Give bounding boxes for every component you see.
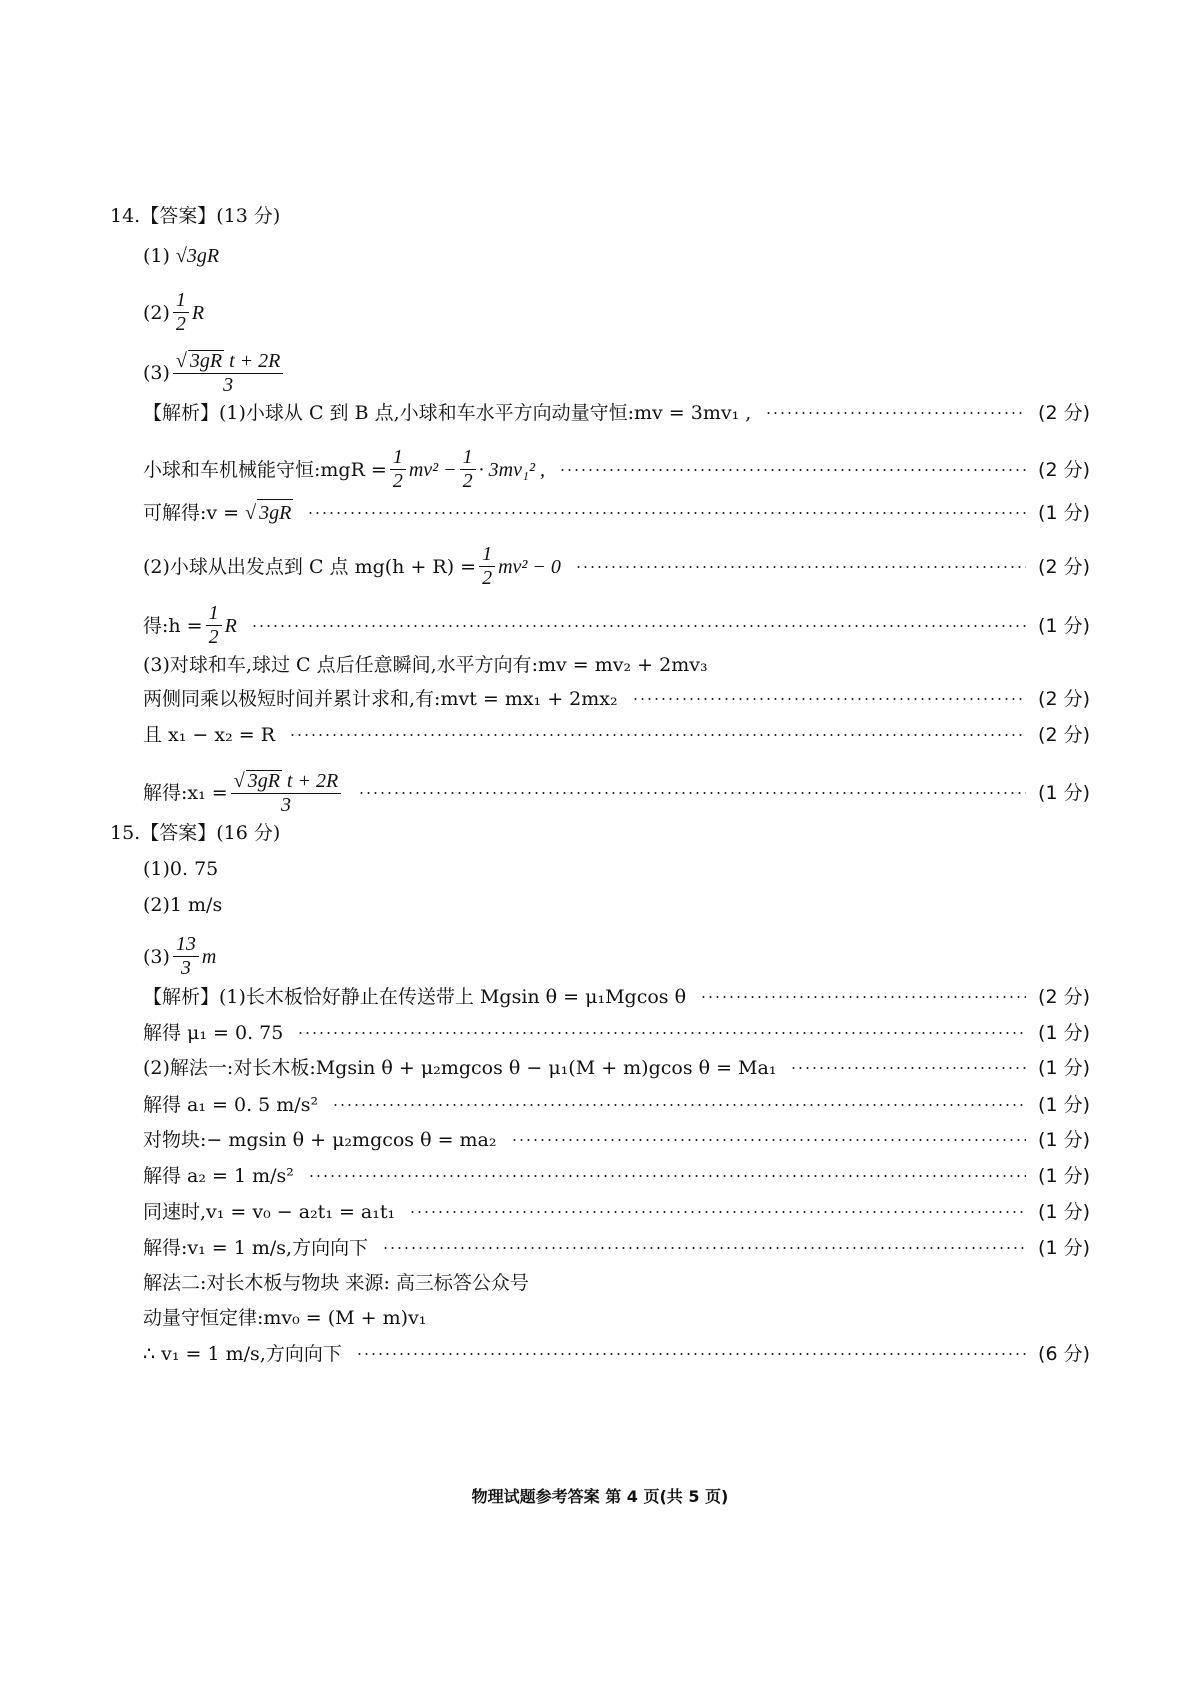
q14-step-3: 可解得:v = √ 3gR (1 分) — [0, 499, 1200, 526]
q14-answer-1: (1) √3gR — [143, 245, 220, 267]
dotted-leader — [765, 412, 1026, 414]
dotted-leader — [700, 996, 1026, 998]
q14-step-9: 解得:x₁ = √ 3gR t + 2R 3 (1 分) — [143, 770, 1090, 816]
q15-answer-2: (2)1 m/s — [143, 894, 223, 916]
q14-step-5: 得:h = $\frac{1}{2}$ R (1 分) — [143, 602, 1090, 648]
dotted-leader — [251, 625, 1026, 627]
score: (2 分) — [1038, 724, 1090, 746]
dotted-leader — [358, 792, 1026, 794]
dotted-leader — [382, 1247, 1026, 1249]
score: (2 分) — [1038, 458, 1090, 481]
q14-header: 14.【答案】(13 分) — [110, 205, 281, 227]
q15-step-3: (2)解法一:对长木板:Mgsin θ + μ₂mgcos θ − μ₁(M + m)gcos θ = Ma₁ (1 分) — [143, 1057, 1090, 1079]
dotted-leader — [559, 469, 1026, 471]
score: (1 分) — [1038, 1022, 1090, 1044]
dotted-leader — [511, 1139, 1027, 1141]
score: (2 分) — [1038, 986, 1090, 1008]
score: (1 分) — [1038, 1057, 1090, 1079]
score: (1 分) — [1038, 1165, 1090, 1187]
q14-step-2: 小球和车机械能守恒:mgR = $\frac{1}{2}$ mv² − $\frac{1}{2}$ · 3mv₁² , (2 分) — [143, 446, 1090, 492]
q15-step-10: 动量守恒定律:mv₀ = (M + m)v₁ — [143, 1307, 427, 1329]
sqrt: √ 3gR — [175, 350, 223, 372]
dotted-leader — [575, 566, 1026, 568]
score: (1 分) — [1038, 1129, 1090, 1151]
score: (1 分) — [1038, 501, 1090, 524]
q15-step-11: ∴ v₁ = 1 m/s,方向向下 (6 分) — [143, 1343, 1090, 1365]
dotted-leader — [356, 1353, 1026, 1355]
q15-step-4: 解得 a₁ = 0. 5 m/s² (1 分) — [143, 1094, 1090, 1116]
score: (1 分) — [1038, 1201, 1090, 1223]
q15-step-7: 同速时,v₁ = v₀ − a₂t₁ = a₁t₁ (1 分) — [143, 1201, 1090, 1223]
q15-header: 15.【答案】(16 分) — [110, 822, 281, 844]
q15-step-2: 解得 μ₁ = 0. 75 (1 分) — [143, 1022, 1090, 1044]
q14-answer-2: (2) $\frac{1}{2}$ R — [143, 289, 205, 335]
fraction: $\frac{1}{2}$ — [390, 447, 406, 492]
fraction: √ 3gR t + 2R 3 — [231, 770, 341, 816]
q14-answer-3: (3) √ 3gR t + 2R 3 — [0, 350, 1200, 396]
q15-step-6: 解得 a₂ = 1 m/s² (1 分) — [143, 1165, 1090, 1187]
page-footer: 物理试题参考答案 第 4 页(共 5 页) — [471, 1487, 729, 1506]
score: (1 分) — [1038, 782, 1090, 804]
score: (1 分) — [1038, 1094, 1090, 1116]
q15-step-9: 解法二:对长木板与物块 来源: 高三标答公众号 — [143, 1272, 529, 1294]
dotted-leader — [409, 1211, 1026, 1213]
q15-answer-3: (3) $\frac{13}{3}$ m — [143, 933, 217, 979]
q15-step-1: 【解析】(1)长木板恰好静止在传送带上 Mgsin θ = μ₁Mgcos θ (2 分) — [143, 986, 1090, 1008]
score: (2 分) — [1038, 402, 1090, 424]
q14-step-1: 【解析】(1)小球从 C 到 B 点,小球和车水平方向动量守恒:mv = 3mv₁ , (2 分) — [143, 402, 1090, 424]
score: (6 分) — [1038, 1343, 1090, 1365]
fraction: $\frac{1}{2}$ — [460, 447, 476, 492]
score: (2 分) — [1038, 688, 1090, 710]
score: (1 分) — [1038, 1237, 1090, 1259]
dotted-leader — [332, 1104, 1026, 1106]
score: (1 分) — [1038, 614, 1090, 637]
q14-step-7: 两侧同乘以极短时间并累计求和,有:mvt = mx₁ + 2mx₂ (2 分) — [143, 688, 1090, 710]
score: (2 分) — [1038, 555, 1090, 578]
dotted-leader — [632, 698, 1026, 700]
q15-step-8: 解得:v₁ = 1 m/s,方向向下 (1 分) — [143, 1237, 1090, 1259]
dotted-leader — [289, 734, 1026, 736]
q14-step-8: 且 x₁ − x₂ = R (2 分) — [143, 724, 1090, 746]
q15-answer-1: (1)0. 75 — [143, 858, 219, 880]
fraction: $\frac{13}{3}$ — [173, 934, 199, 979]
dotted-leader — [790, 1067, 1026, 1069]
dotted-leader — [297, 1032, 1026, 1034]
sqrt: √ 3gR — [245, 499, 293, 526]
sqrt: √ 3gR — [233, 770, 280, 792]
q14-step-6: (3)对球和车,球过 C 点后任意瞬间,水平方向有:mv = mv₂ + 2mv₃ — [143, 654, 708, 676]
q15-step-5: 对物块:− mgsin θ + μ₂mgcos θ = ma₂ (1 分) — [143, 1129, 1090, 1151]
q14-step-4: (2)小球从出发点到 C 点 mg(h + R) = $\frac{1}{2}$ mv² − 0 (2 分) — [143, 543, 1090, 589]
fraction: $\frac{1}{2}$ — [206, 603, 222, 648]
dotted-leader — [307, 512, 1026, 514]
fraction: √ 3gR t + 2R 3 — [173, 350, 283, 396]
fraction: $\frac{1}{2}$ — [173, 290, 189, 335]
fraction: $\frac{1}{2}$ — [479, 544, 495, 589]
dotted-leader — [308, 1175, 1026, 1177]
